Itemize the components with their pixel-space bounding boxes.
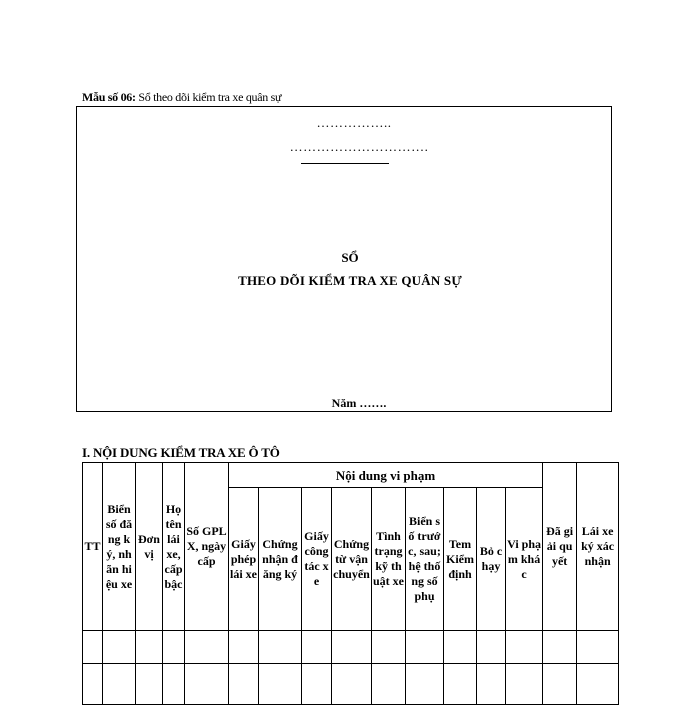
col-giay-cong-tac: Giấy công tác xe	[302, 488, 332, 631]
table-cell	[332, 631, 372, 664]
unit-placeholder-line-1: ……………..	[316, 115, 392, 130]
table-cell	[477, 664, 506, 705]
table-cell	[163, 631, 185, 664]
table-cell	[577, 664, 619, 705]
table-cell	[259, 631, 302, 664]
table-cell	[506, 664, 543, 705]
cover-heading: SỔ	[341, 250, 359, 265]
table-cell	[543, 631, 577, 664]
table-cell	[444, 664, 477, 705]
table-cell	[229, 664, 259, 705]
table-cell	[229, 631, 259, 664]
inspection-table	[82, 462, 619, 705]
col-bo-chay: Bỏ chạy	[477, 488, 506, 631]
cover-box	[76, 106, 612, 412]
table-cell	[83, 631, 103, 664]
table-cell	[444, 631, 477, 664]
col-chung-tu-van-chuyen: Chứng từ vận chuyển	[332, 488, 372, 631]
col-lai-xe: Họ tên lái xe, cấp bậc	[163, 463, 185, 631]
col-giay-phep: Giấy phép lái xe	[229, 488, 259, 631]
col-vi-pham-khac: Vi phạm khác	[506, 488, 543, 631]
table-cell	[302, 631, 332, 664]
table-header-row-1	[83, 463, 619, 488]
table-cell	[185, 631, 229, 664]
col-tem-kiem-dinh: Tem Kiểm định	[444, 488, 477, 631]
table-row	[83, 664, 619, 705]
table-cell	[185, 664, 229, 705]
table-cell	[506, 631, 543, 664]
table-cell	[406, 664, 444, 705]
form-name: Sổ theo dõi kiểm tra xe quân sự	[138, 90, 282, 104]
table-cell	[372, 631, 406, 664]
table-cell	[136, 631, 163, 664]
cover-year: Năm …….	[331, 396, 387, 410]
table-cell	[477, 631, 506, 664]
form-label	[82, 90, 281, 105]
form-number: Mẫu số 06:	[82, 90, 136, 104]
col-gplx: Số GPLX, ngày cấp	[185, 463, 229, 631]
table-row	[83, 631, 619, 664]
col-bien-so: Biển số đăng ký, nhãn hiệu xe	[103, 463, 136, 631]
table-cell	[577, 631, 619, 664]
col-xac-nhan: Lái xe ký xác nhận	[577, 463, 619, 631]
table-cell	[332, 664, 372, 705]
col-da-giai-quyet: Đã giải quyết	[543, 463, 577, 631]
table-cell	[259, 664, 302, 705]
cover-title: THEO DÕI KIỂM TRA XE QUÂN SỰ	[238, 273, 462, 288]
table-cell	[543, 664, 577, 705]
table-cell	[103, 631, 136, 664]
header-underline	[301, 163, 389, 164]
table-cell	[103, 664, 136, 705]
violation-group-header: Nội dung vi phạm	[229, 463, 543, 488]
table-cell	[163, 664, 185, 705]
unit-placeholder-line-2: ………………………….	[289, 139, 429, 154]
col-chung-nhan-dang-ky: Chứng nhận đăng ký	[259, 488, 302, 631]
col-tinh-trang: Tình trạng kỹ thuật xe	[372, 488, 406, 631]
table-cell	[406, 631, 444, 664]
table-cell	[83, 664, 103, 705]
col-don-vi: Đơn vị	[136, 463, 163, 631]
table-cell	[136, 664, 163, 705]
col-bien-so-phu: Biển số trước, sau; hệ thống số phụ	[406, 488, 444, 631]
table-cell	[302, 664, 332, 705]
col-tt: TT	[83, 463, 103, 631]
table-cell	[372, 664, 406, 705]
section-heading: I. NỘI DUNG KIỂM TRA XE Ô TÔ	[82, 445, 280, 460]
